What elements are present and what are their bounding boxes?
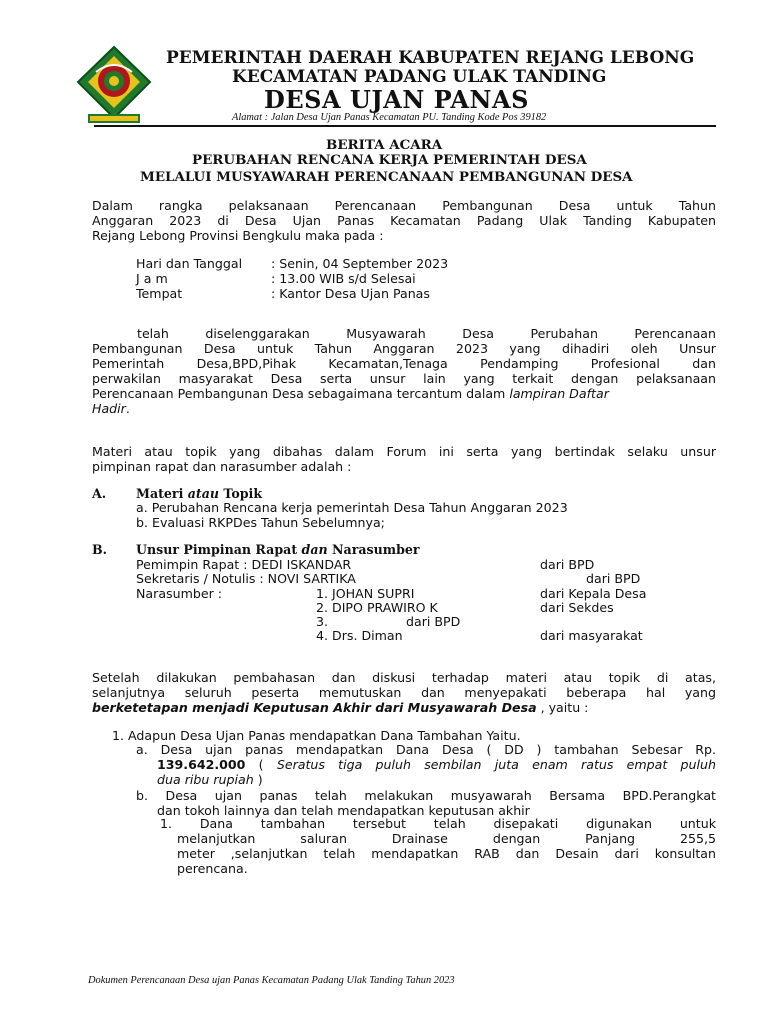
doc-title-3: MELALUI MUSYAWARAH PERENCANAAN PEMBANGUNAN DESA (140, 169, 633, 185)
list-item: a. Perubahan Rencana kerja pemerintah Desa Tahun Anggaran 2023 (136, 500, 568, 515)
narasumber-label: Narasumber : (136, 586, 223, 601)
narasumber-name: 3. (316, 614, 329, 629)
decision-line: 1. Dana tambahan tersebut telah disepakati digunakan untuk (160, 816, 716, 831)
narasumber-name: 4. Drs. Diman (316, 628, 403, 643)
narasumber-origin: dari Sekdes (540, 600, 614, 615)
participants (136, 557, 736, 657)
decision-line: b. Desa ujan panas telah melakukan musyawarah Bersama BPD.Perangkat (136, 788, 716, 803)
paragraph-topics-intro (92, 444, 716, 474)
heading-italic: dan (301, 542, 328, 557)
para-text: ) (253, 772, 263, 787)
participant-origin: dari BPD (586, 571, 641, 586)
narasumber-origin: dari masyarakat (540, 628, 643, 643)
para-line (92, 401, 716, 416)
section-b-marker: B. (92, 542, 108, 557)
decision-line (136, 757, 716, 772)
decision-item-1: 1. Adapun Desa Ujan Panas mendapatkan Dana Tambahan Yaitu. (112, 728, 521, 743)
address-text: Jalan Desa Ujan Panas Kecamatan PU. Tanding Kode Pos 39182 (270, 112, 547, 123)
decision-line: meter ,selanjutkan telah mendapatkan RAB dan Desain dari konsultan (177, 846, 716, 861)
participant-role: Pemimpin Rapat : DEDI ISKANDAR (136, 557, 352, 572)
intro-line: Anggaran 2023 di Desa Ujan Panas Kecamatan Padang Ulak Tanding Kabupaten (92, 213, 716, 228)
schedule-value: : Kantor Desa Ujan Panas (271, 286, 430, 301)
heading-text: Materi (136, 486, 188, 501)
para-line: Pembangunan Desa untuk Tahun Anggaran 2023 yang dihadiri oleh Unsur (92, 341, 716, 356)
narasumber-name: 2. DIPO PRAWIRO K (316, 600, 438, 615)
amount: 139.642.000 (157, 757, 246, 772)
kop-line-2: KECAMATAN PADANG ULAK TANDING (232, 67, 607, 87)
address-label: Alamat : (232, 112, 269, 123)
section-a-list (136, 500, 568, 530)
amount-words: Seratus tiga puluh sembilan juta enam ratus empat puluh (276, 757, 716, 772)
kop-village-name: DESA UJAN PANAS (264, 85, 529, 114)
decision-line: perencana. (177, 861, 248, 876)
para-italic: lampiran Daftar (509, 386, 609, 401)
schedule (136, 256, 536, 301)
participant-role: Sekretaris / Notulis : NOVI SARTIKA (136, 571, 356, 586)
section-a-heading (136, 486, 262, 501)
para-line: Pemerintah Desa,BPD,Pihak Kecamatan,Tenaga Pendamping Profesional dan (92, 356, 716, 371)
kop-divider (94, 125, 716, 127)
para-line: telah diselenggarakan Musyawarah Desa Perubahan Perencanaan (137, 326, 716, 341)
decision-line: dan tokoh lainnya dan telah mendapatkan keputusan akhir (157, 803, 530, 818)
para-line (92, 700, 716, 715)
narasumber-origin: dari Kepala Desa (540, 586, 647, 601)
decision-line (136, 772, 716, 787)
para-line (92, 386, 716, 401)
narasumber-origin: dari BPD (406, 614, 461, 629)
doc-title-2: PERUBAHAN RENCANA KERJA PEMERINTAH DESA (192, 152, 587, 168)
decision-sub-1 (160, 816, 716, 876)
para-text: ( (245, 757, 277, 772)
paragraph-decision (92, 670, 716, 715)
schedule-row (136, 256, 536, 271)
para-emphasis: berketetapan menjadi Keputusan Akhir dari Musyawarah Desa (92, 700, 537, 715)
para-line: selanjutnya seluruh peserta memutuskan dan menyepakati beberapa hal yang (92, 685, 716, 700)
schedule-value: : Senin, 04 September 2023 (271, 256, 449, 271)
doc-title-1: BERITA ACARA (326, 137, 443, 153)
section-b-heading (136, 542, 420, 557)
amount-words: dua ribu rupiah (157, 772, 254, 787)
schedule-row (136, 286, 536, 301)
decision-line: a. Desa ujan panas mendapatkan Dana Desa ( DD ) tambahan Sebesar Rp. (136, 742, 716, 757)
para-italic: Hadir (92, 401, 126, 416)
intro-paragraph (92, 198, 716, 243)
decision-a (136, 742, 716, 787)
para-line: Materi atau topik yang dibahas dalam Forum ini serta yang bertindak selaku unsur (92, 444, 716, 459)
para-text: Perencanaan Pembangunan Desa sebagaimana tercantum dalam (92, 386, 510, 401)
decision-line: melanjutkan saluran Drainase dengan Panjang 255,5 (177, 831, 716, 846)
schedule-label: Tempat (136, 286, 183, 301)
para-line: pimpinan rapat dan narasumber adalah : (92, 459, 352, 474)
participant-origin: dari BPD (540, 557, 595, 572)
intro-line: Rejang Lebong Provinsi Bengkulu maka pada : (92, 228, 384, 243)
heading-text: Narasumber (327, 542, 420, 557)
heading-text: Topik (219, 486, 263, 501)
kop-address (232, 112, 546, 123)
heading-italic: atau (187, 486, 220, 501)
schedule-label: J a m (136, 271, 168, 286)
para-line: perwakilan masyarakat Desa serta unsur lain yang terkait dengan pelaksanaan (92, 371, 716, 386)
schedule-value: : 13.00 WIB s/d Selesai (271, 271, 416, 286)
paragraph-held (92, 326, 716, 416)
section-a-marker: A. (92, 486, 107, 501)
para-text: . (125, 401, 130, 416)
heading-text: Unsur Pimpinan Rapat (136, 542, 302, 557)
schedule-label: Hari dan Tanggal (136, 256, 243, 271)
intro-line: Dalam rangka pelaksanaan Perencanaan Pembangunan Desa untuk Tahun (92, 198, 716, 213)
para-text: , yaitu : (536, 700, 589, 715)
narasumber-name: 1. JOHAN SUPRI (316, 586, 415, 601)
regency-logo (74, 44, 154, 130)
para-line: Setelah dilakukan pembahasan dan diskusi terhadap materi atau topik di atas, (92, 670, 716, 685)
list-item: b. Evaluasi RKPDes Tahun Sebelumnya; (136, 515, 385, 530)
page-footer: Dokumen Perencanaan Desa ujan Panas Kecamatan Padang Ulak Tanding Tahun 2023 (88, 975, 455, 986)
kop-line-1: PEMERINTAH DAERAH KABUPATEN REJANG LEBONG (166, 48, 695, 68)
decision-b (136, 788, 716, 818)
schedule-row (136, 271, 536, 286)
